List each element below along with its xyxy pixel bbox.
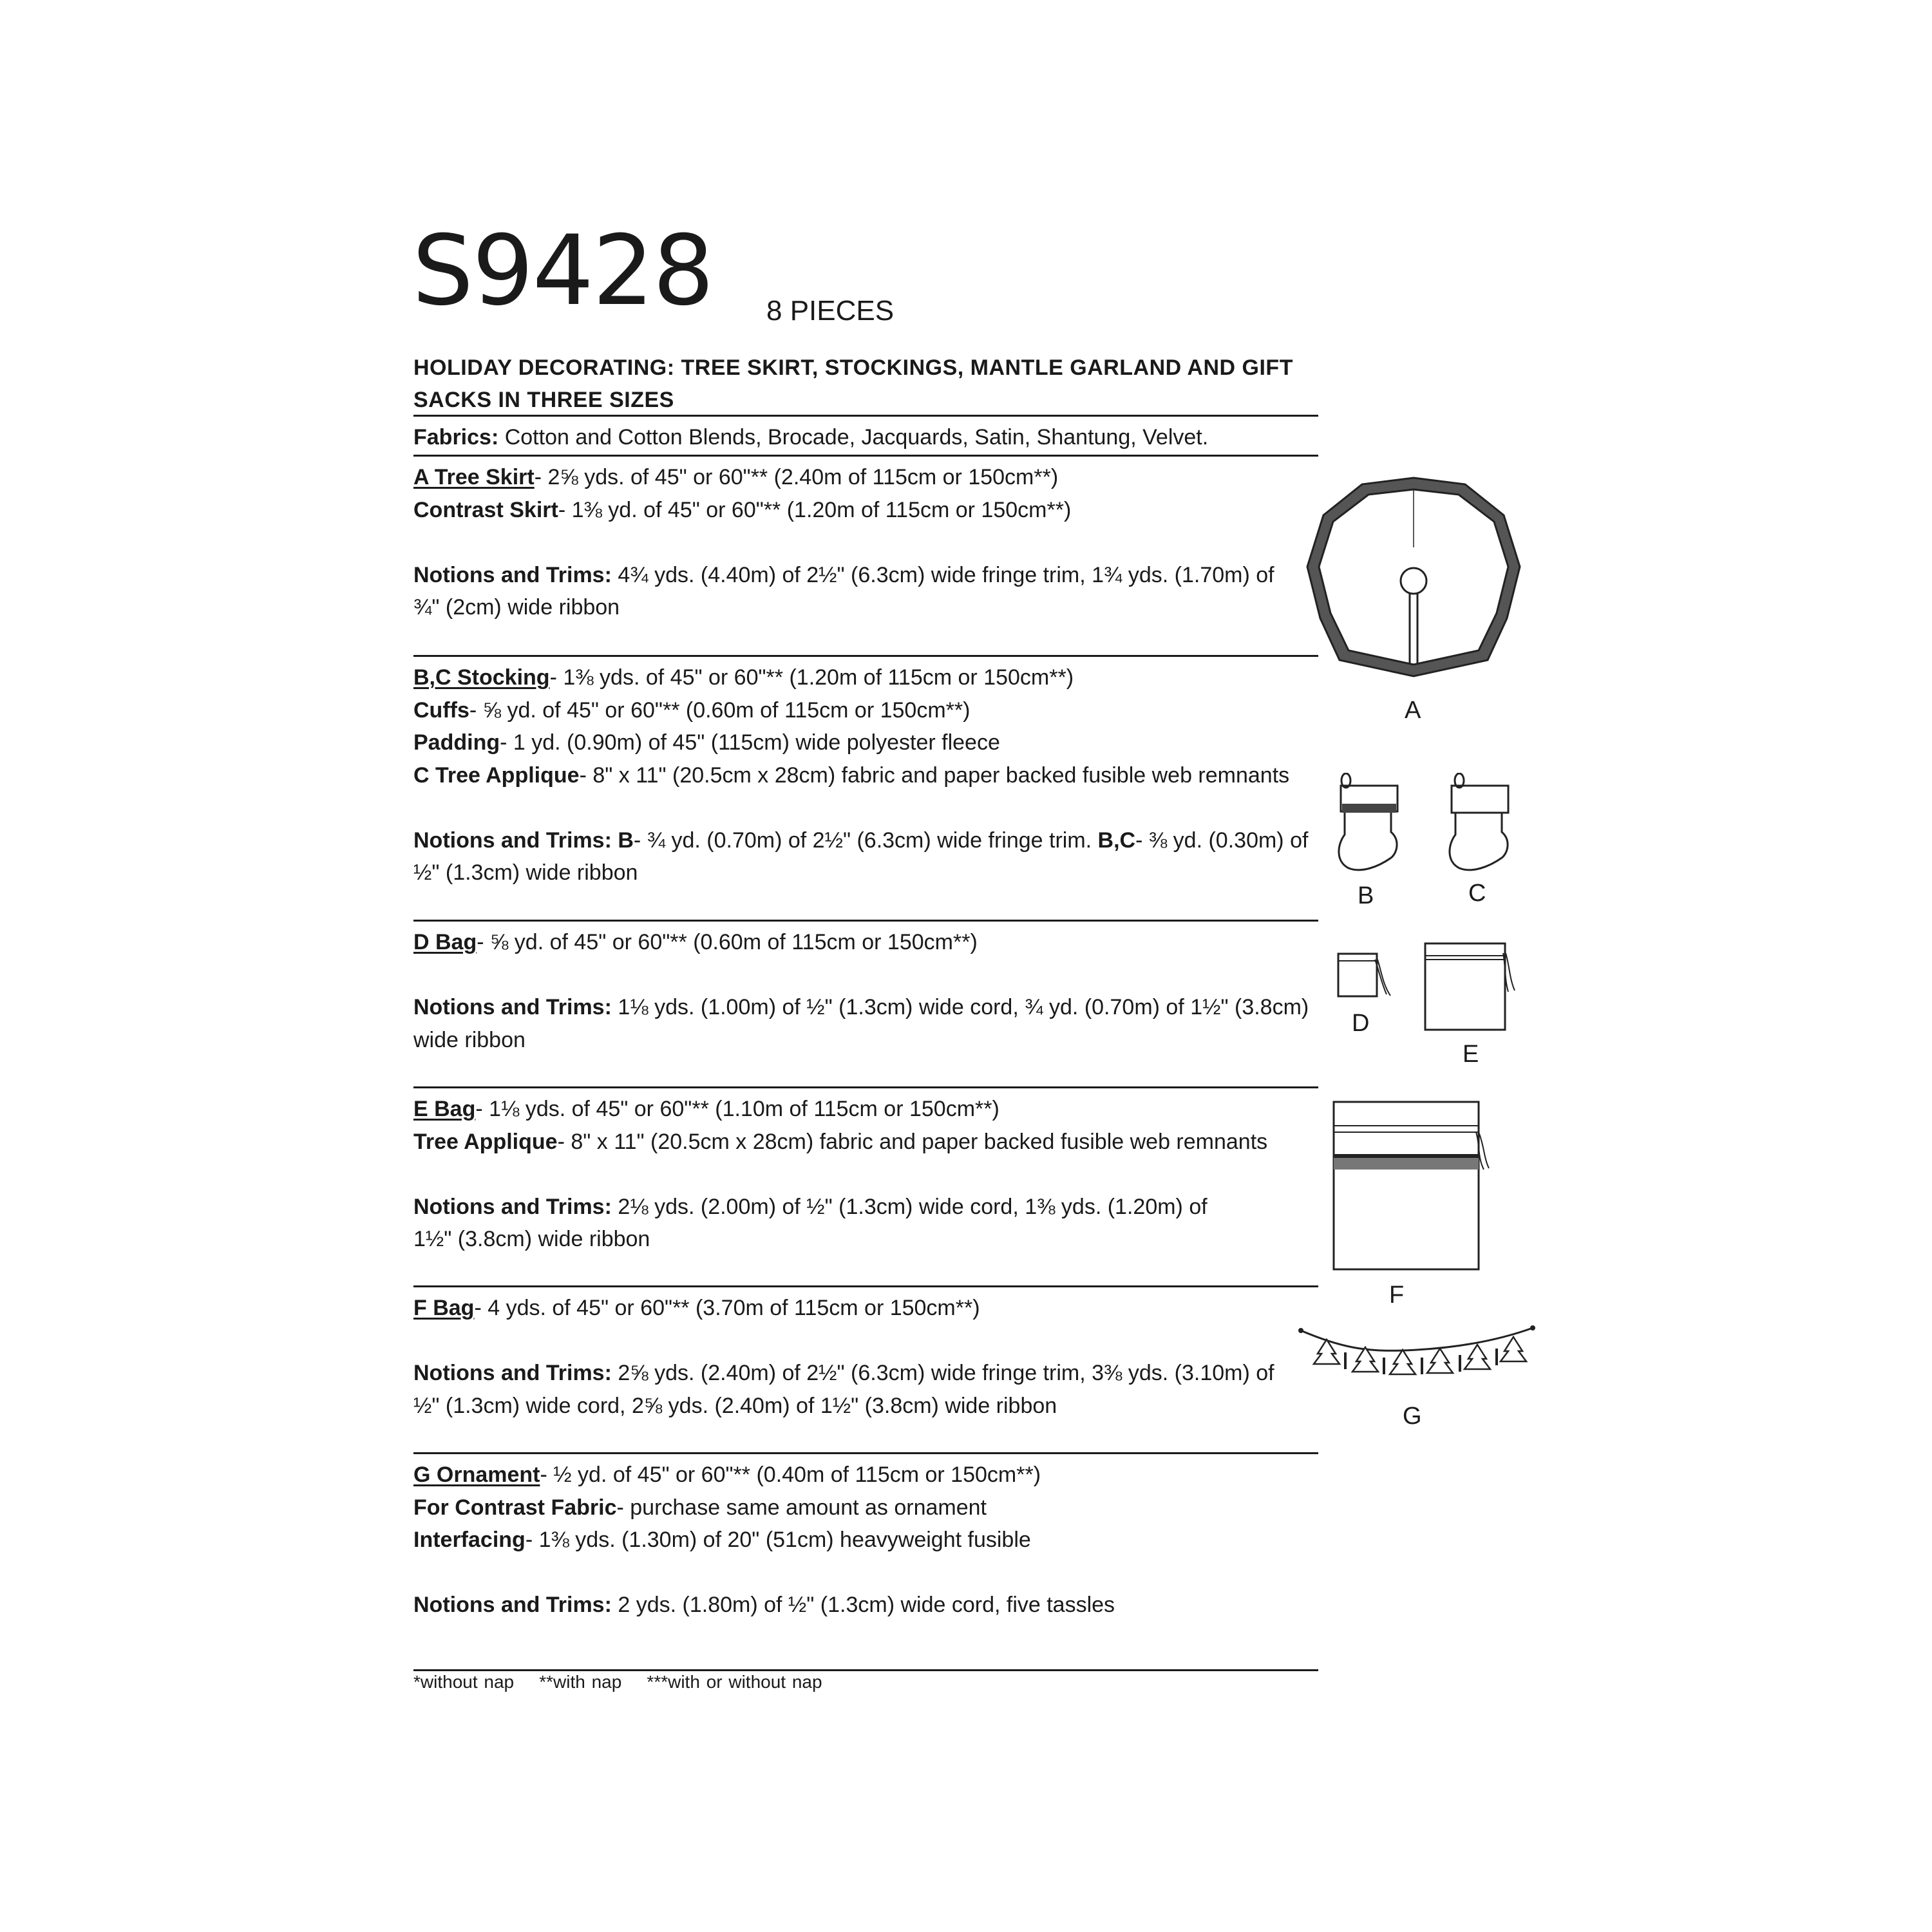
fabrics-text: Cotton and Cotton Blends, Brocade, Jacquards, Satin, Shantung, Velvet. [504, 425, 1209, 450]
divider [413, 920, 1318, 922]
tree-applique-label: C Tree Applique [413, 762, 580, 788]
padding-label: Padding [413, 730, 500, 755]
notions-text: 4¾ yds. (4.40m) of 2½" (6.3cm) wide fringe trim, 1¾ yds. (1.70m) of [611, 562, 1274, 587]
view-g-section [413, 1459, 1328, 1622]
notions-text: 2 yds. (1.80m) of ½" (1.3cm) wide cord, five tassles [611, 1593, 1115, 1617]
notions-label: Notions and Trims: [413, 1593, 612, 1617]
view-letter-d: D [1352, 1010, 1370, 1037]
tree-applique-label: Tree Applique [413, 1129, 558, 1154]
pattern-title: HOLIDAY DECORATING: TREE SKIRT, STOCKINGS, MANTLE GARLAND AND GIFT SACKS IN THREE SIZES [413, 355, 1293, 412]
f-bag-yardage: - 4 yds. of 45" or 60"** (3.70m of 115cm or 150cm**) [474, 1296, 980, 1320]
contrast-skirt-yardage: - 1⅜ yd. of 45" or 60"** (1.20m of 115cm or 150cm**) [558, 497, 1072, 522]
interfacing-yardage: - 1⅜ yds. (1.30m) of 20" (51cm) heavyweight fusible [525, 1528, 1031, 1552]
notions-text: 2⅛ yds. (2.00m) of ½" (1.3cm) wide cord, 1⅜ yds. (1.20m) of [611, 1194, 1208, 1219]
divider [413, 1669, 1318, 1671]
tree-applique-yardage: - 8" x 11" (20.5cm x 28cm) fabric and paper backed fusible web remnants [579, 762, 1290, 788]
e-bag-yardage: - 1⅛ yds. of 45" or 60"** (1.10m of 115cm or 150cm**) [475, 1097, 999, 1121]
cuffs-yardage: - ⅝ yd. of 45" or 60"** (0.60m of 115cm or 150cm**) [469, 697, 971, 723]
notions-text: ½" (1.3cm) wide ribbon [413, 860, 638, 885]
nap-footnote: *without nap **with nap ***with or without nap [413, 1672, 822, 1692]
d-bag-yardage: - ⅝ yd. of 45" or 60"** (0.60m of 115cm or 150cm**) [477, 930, 978, 954]
ornament-yardage: - ½ yd. of 45" or 60"** (0.40m of 115cm or 150cm**) [540, 1463, 1041, 1487]
tree-skirt-label: A Tree Skirt [413, 465, 535, 489]
view-letter-c: C [1468, 880, 1486, 907]
view-letter-f: F [1389, 1282, 1405, 1309]
tree-skirt-yardage: - 2⅝ yds. of 45" or 60"** (2.40m of 115cm or 150cm**) [534, 465, 1059, 489]
view-f-section [413, 1292, 1328, 1422]
pattern-number: S9428 [412, 215, 713, 327]
bag-d-illustration [1336, 951, 1394, 1015]
divider [413, 415, 1318, 417]
fabrics-section [413, 421, 1328, 454]
contrast-fabric-label: For Contrast Fabric [413, 1495, 617, 1520]
stocking-b-illustration [1331, 773, 1414, 876]
e-bag-label: E Bag [413, 1097, 476, 1121]
view-letter-e: E [1463, 1041, 1479, 1068]
contrast-fabric-text: - purchase same amount as ornament [616, 1495, 987, 1520]
tree-skirt-illustration [1294, 470, 1533, 696]
fabrics-label: Fabrics: [413, 425, 499, 450]
bag-e-illustration [1423, 940, 1533, 1037]
view-a-section [413, 461, 1328, 624]
notions-text: wide ribbon [413, 1027, 526, 1052]
divider [413, 1285, 1318, 1287]
notions-label: Notions and Trims: B [413, 828, 634, 853]
view-e-section [413, 1093, 1328, 1256]
divider [413, 455, 1318, 457]
divider [413, 655, 1318, 657]
view-letter-g: G [1403, 1403, 1422, 1430]
notions-label: Notions and Trims: [413, 995, 612, 1019]
view-bc-section [413, 661, 1328, 889]
padding-yardage: - 1 yd. (0.90m) of 45" (115cm) wide polyester fleece [500, 730, 1000, 755]
notions-label: Notions and Trims: [413, 1194, 612, 1219]
ornament-label: G Ornament [413, 1463, 540, 1487]
view-letter-b: B [1358, 882, 1374, 909]
stocking-c-illustration [1441, 773, 1525, 876]
divider [413, 1452, 1318, 1454]
notions-label: Notions and Trims: [413, 562, 612, 587]
cuffs-label: Cuffs [413, 697, 469, 723]
view-d-section [413, 926, 1328, 1056]
tree-applique-yardage: - 8" x 11" (20.5cm x 28cm) fabric and paper backed fusible web remnants [557, 1129, 1268, 1154]
divider [413, 1086, 1318, 1088]
d-bag-label: D Bag [413, 930, 477, 954]
contrast-skirt-label: Contrast Skirt [413, 497, 558, 522]
notions-text: - ⅜ yd. (0.30m) of [1135, 828, 1309, 853]
stocking-yardage: - 1⅜ yds. of 45" or 60"** (1.20m of 115cm or 150cm**) [549, 665, 1074, 690]
interfacing-label: Interfacing [413, 1528, 526, 1552]
bag-f-illustration [1332, 1099, 1506, 1273]
notions-text: - ¾ yd. (0.70m) of 2½" (6.3cm) wide fringe trim. [633, 828, 1098, 853]
notions-text: 1½" (3.8cm) wide ribbon [413, 1227, 650, 1251]
notions-label: Notions and Trims: [413, 1361, 612, 1385]
notions-text: 2⅝ yds. (2.40m) of 2½" (6.3cm) wide fringe trim, 3⅜ yds. (3.10m) of [611, 1361, 1274, 1385]
notions-text: 1⅛ yds. (1.00m) of ½" (1.3cm) wide cord, ¾ yd. (0.70m) of 1½" (3.8cm) [611, 995, 1309, 1019]
pieces-count: 8 PIECES [766, 295, 895, 327]
f-bag-label: F Bag [413, 1296, 475, 1320]
notions-label: B,C [1097, 828, 1136, 853]
garland-illustration [1294, 1320, 1539, 1391]
notions-text: ½" (1.3cm) wide cord, 2⅝ yds. (2.40m) of 1½" (3.8cm) wide ribbon [413, 1393, 1057, 1418]
notions-text: ¾" (2cm) wide ribbon [413, 595, 620, 620]
view-letter-a: A [1405, 697, 1421, 724]
stocking-label: B,C Stocking [413, 665, 550, 690]
